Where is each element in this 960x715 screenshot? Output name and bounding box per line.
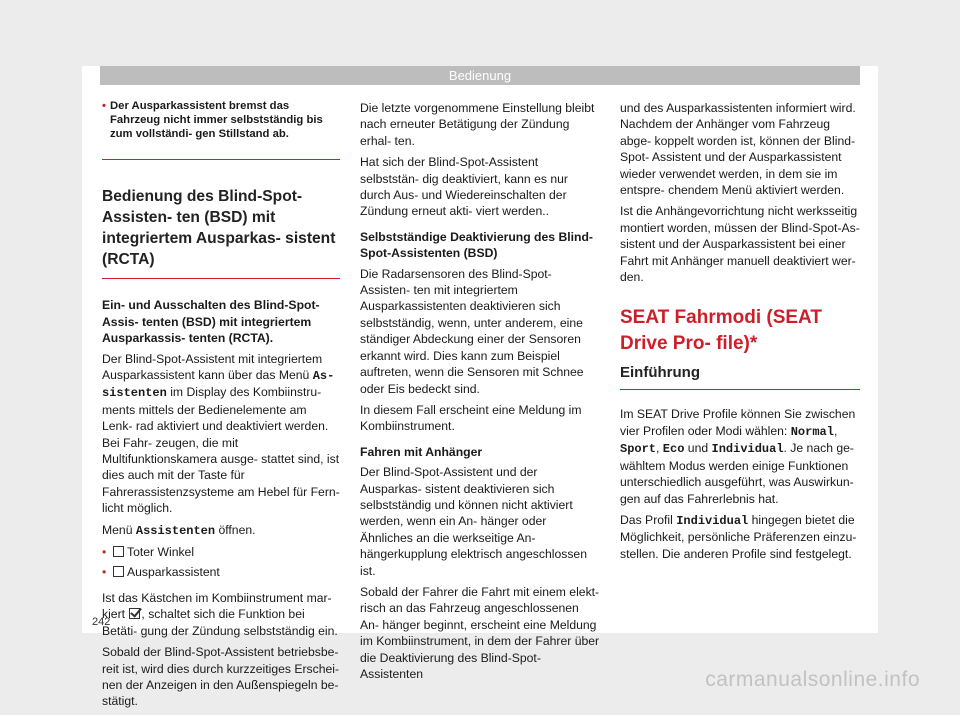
text: , — [656, 441, 663, 456]
paragraph: Hat sich der Blind-Spot-Assistent selbststän- dig deaktiviert, kann es nur durch Aus- und Wiedereinschalten der Zündung erneut akti- viert werden.. — [360, 155, 568, 219]
paragraph — [102, 351, 340, 517]
text: hingegen bietet die Möglichkeit, persönliche Präferenzen einzu- stellen. Die anderen Profile sind festgelegt. — [620, 512, 857, 561]
list-item — [102, 544, 340, 560]
paragraph: Der Blind-Spot-Assistent und der Ausparkas- sistent deaktivieren sich selbstständig und können nicht aktiviert werden, wenn ein An- hänger oder Ähnliches an die werkseitige An- hängerkupplung elektrisch angeschlossen ist. — [360, 465, 587, 578]
sub-heading: Ein- und Ausschalten des Blind-Spot-Assis- tenten (BSD) mit integriertem Ausparkassis- tenten (RCTA). — [102, 298, 320, 346]
watermark: carmanualsonline.info — [705, 668, 920, 691]
page-header: Bedienung — [100, 66, 860, 85]
mode-name: Sport — [620, 442, 657, 457]
paragraph: Die letzte vorgenommene Einstellung bleibt nach erneuter Betätigung der Zündung erhal- ten. — [360, 101, 595, 148]
column-3 — [620, 100, 860, 567]
text: Menü — [102, 522, 136, 537]
text: Ist das Kästchen im Kombiinstrument mar- kiert — [102, 590, 332, 622]
paragraph — [102, 590, 340, 639]
paragraph — [620, 512, 860, 562]
page-number: 242 — [92, 616, 111, 628]
paragraph: und des Ausparkassistenten informiert wird. Nachdem der Anhänger vom Fahrzeug abge- koppelt worden ist, können der Blind-Spot- Assistent und der Ausparkassistent wieder verwendet werden, in dem sie im entspre- chendem Menü aktiviert werden. — [620, 101, 856, 198]
section-title: Einführung — [620, 363, 860, 390]
list-item-label: Ausparkassistent — [127, 565, 220, 580]
text: , — [833, 423, 838, 438]
text: , schaltet sich die Funktion bei Betäti- gung der Zündung selbstständig ein. — [102, 607, 338, 638]
bullet-dot-icon: • — [102, 100, 106, 112]
bullet-dot-icon: • — [102, 565, 107, 580]
checkbox-checked-icon — [129, 608, 140, 619]
text: Im SEAT Drive Profile können Sie zwischen vier Profilen oder Modi wählen: — [620, 407, 856, 438]
paragraph: Sobald der Blind-Spot-Assistent betriebsbe- reit ist, wird dies durch kurzzeitiges Erschei- nen der Anzeigen in den Außenspiegeln be- stätigt. — [102, 645, 340, 709]
warning-note — [102, 100, 340, 141]
chapter-title: SEAT Fahrmodi (SEAT Drive Pro- file)* — [620, 307, 822, 355]
sub-heading: Selbstständige Deaktivierung des Blind- Spot-Assistenten (BSD) — [360, 229, 593, 261]
text: im Display des Kombiinstru- ments mittels der Bedienelemente am Lenk- rad aktiviert und deaktiviert werden. Bei Fahr- zeugen, die mit Multifunktionskamera ausge- stattet sind, ist dies auch mit der Taste für Fahrerassistenzsysteme am Hebel für Fern- licht möglich. — [102, 385, 340, 516]
paragraph: Ist die Anhängevorrichtung nicht werksseitig montiert worden, müssen der Blind-Spot-As- sistent und der Ausparkassistent bei einer Fahrt mit Anhänger manuell deaktiviert wer- den. — [620, 204, 860, 285]
text: Der Blind-Spot-Assistent mit integriertem Ausparkassistent kann über das Menü — [102, 351, 323, 383]
mode-name: Eco — [662, 442, 685, 457]
text: und — [684, 441, 712, 456]
column-1 — [102, 100, 340, 715]
paragraph: Sobald der Fahrer die Fahrt mit einem elekt- risch an das Fahrzeug angeschlossenen An- hänger beginnt, erscheint eine Meldung im Kombiinstrument, in dem der Fahrer über die Deaktivierung des Blind-Spot-Assistenten — [360, 584, 600, 681]
text: . Je nach ge- wähltem Modus werden einige Funktionen unterschiedlich ausgeführt, was Auswirkun- gen auf das Fahrerlebnis hat. — [620, 441, 854, 506]
text: öffnen. — [215, 522, 256, 537]
checkbox-empty-icon — [113, 546, 124, 557]
menu-name: As- sistenten — [102, 369, 335, 401]
sub-heading: Fahren mit Anhänger — [360, 444, 483, 459]
paragraph: Die Radarsensoren des Blind-Spot-Assisten- ten mit integriertem Ausparkassistenten deaktivieren sich selbstständig, wenn, unter anderem, eine ständiger Abdeckung einer der Sensoren erkannt wird. Dies kann zum Beispiel auftreten, wenn die Sensoren mit Schnee oder Eis bedeckt sind. — [360, 266, 584, 396]
paragraph — [102, 522, 340, 539]
paragraph — [620, 406, 860, 506]
list-item — [102, 564, 340, 580]
menu-name: Assistenten — [135, 523, 216, 538]
note-divider — [102, 159, 340, 160]
paragraph: In diesem Fall erscheint eine Meldung im Kombiinstrument. — [360, 402, 582, 434]
bullet-dot-icon: • — [102, 545, 107, 560]
section-title: Bedienung des Blind-Spot-Assisten- ten (BSD) mit integriertem Ausparkas- sistent (RCTA) — [102, 186, 340, 279]
list-item-label: Toter Winkel — [127, 545, 195, 560]
mode-name: Individual — [711, 442, 784, 457]
mode-name: Individual — [676, 513, 749, 528]
mode-name: Normal — [790, 424, 834, 439]
note-text: Der Ausparkassistent bremst das Fahrzeug nicht immer selbstständig bis zum vollständi- gen Stillstand ab. — [110, 100, 323, 140]
checkbox-empty-icon — [113, 566, 124, 577]
column-2 — [360, 100, 600, 687]
text: Das Profil — [620, 512, 677, 527]
